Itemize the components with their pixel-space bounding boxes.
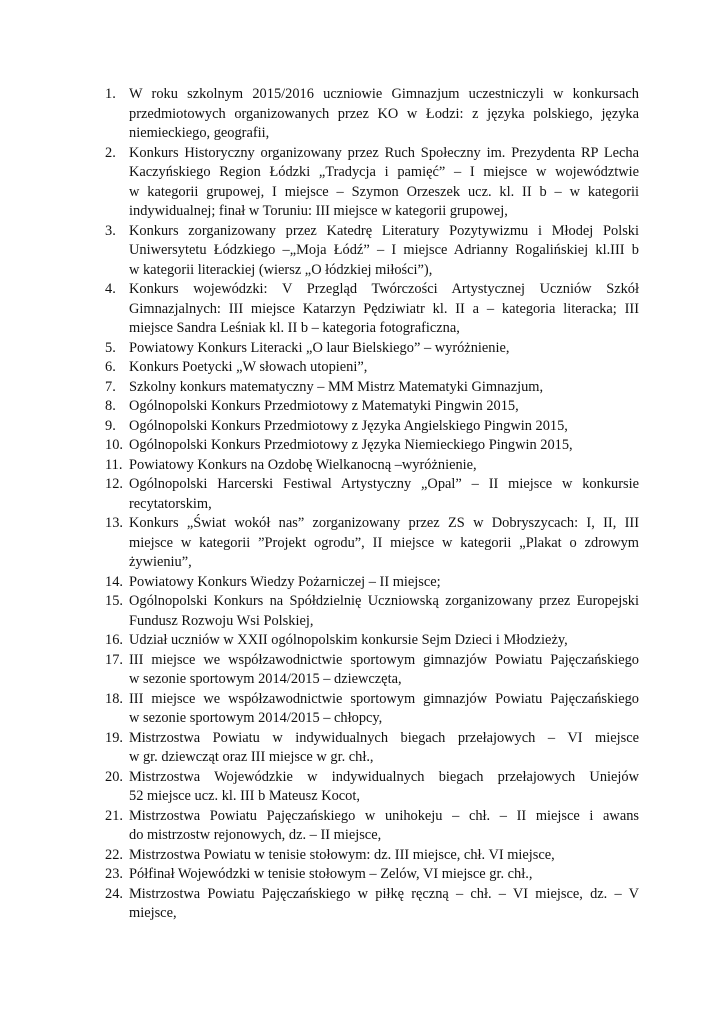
list-item [105,865,639,885]
list-item-text [129,729,639,768]
list-item-line: Udział uczniów w XXII ogólnopolskim konkursie Sejm Dzieci i Młodzieży, [129,632,568,648]
list-item [105,631,639,651]
list-item-line: miejsce Sandra Leśniak kl. II b – kategoria fotograficzna, [129,320,460,336]
list-item [105,846,639,866]
list-item-text [129,456,639,476]
list-item [105,514,639,573]
list-item-number: 10. [105,437,123,453]
list-item-number: 11. [105,456,123,473]
list-item-line: W roku szkolnym 2015/2016 uczniowie Gimnazjum uczestniczyli w konkursach [129,86,639,102]
list-item-text [129,222,639,281]
list-item-line: indywidualnej; finał w Toruniu: III miejsce w kategorii grupowej, [129,203,508,219]
list-item [105,592,639,631]
list-item-number: 1. [105,86,116,102]
list-item-line: Konkurs Historyczny organizowany przez Ruch Społeczny im. Prezydenta RP Lecha [129,144,639,161]
list-item-number: 3. [105,222,116,239]
list-item [105,378,639,398]
list-item-text [129,358,639,378]
list-item-line: miejsce, [129,905,177,921]
list-item-text [129,807,639,846]
list-item-line: w sezonie sportowym 2014/2015 – chłopcy, [129,710,383,726]
list-item-number: 4. [105,281,116,297]
list-item-line: III miejsce we współzawodnictwie sportowym gimnazjów Powiatu Pajęczańskiego [129,690,639,707]
list-item-line: III miejsce we współzawodnictwie sportowym gimnazjów Powiatu Pajęczańskiego [129,651,639,668]
list-item-number: 20. [105,768,123,785]
list-item-text [129,768,639,807]
list-item-number: 5. [105,339,116,356]
list-item-line: Mistrzostwa Powiatu w indywidualnych biegach przełajowych – VI miejsce [129,729,639,746]
list-item-number: 24. [105,885,123,902]
list-item [105,339,639,359]
list-item-line: Ogólnopolski Harcerski Festiwal Artystyczny „Opal” – II miejsce w konkursie [129,476,639,492]
list-item-text [129,631,639,651]
list-item-number: 15. [105,593,123,609]
list-item-number: 12. [105,476,123,492]
list-item-text [129,651,639,690]
list-item-number: 16. [105,632,123,648]
list-item-number: 2. [105,144,116,161]
list-item-line: Ogólnopolski Konkurs na Spółdzielnię Uczniowską zorganizowany przez Europejski [129,593,639,609]
list-item-line: Gimnazjalnych: III miejsce Katarzyn Pędziwiatr kl. II a – kategoria literacka; III [129,300,639,317]
list-item-text [129,592,639,631]
achievements-list [105,85,639,924]
list-item-number: 13. [105,515,123,531]
list-item [105,222,639,281]
list-item-line: Mistrzostwa Wojewódzkie w indywidualnych biegach przełajowych Uniejów [129,768,639,785]
list-item-line: Mistrzostwa Powiatu Pajęczańskiego w piłkę ręczną – chł. – VI miejsce, dz. – V [129,885,639,902]
list-item [105,358,639,378]
list-item-text [129,475,639,514]
list-item [105,397,639,417]
list-item-line: Kaczyńskiego Region Łódzki „Tradycja i pamięć” – I miejsce w województwie [129,164,639,180]
list-item-line: przedmiotowych organizowanych przez KO w Łodzi: z języka polskiego, języka [129,105,639,122]
list-item-line: Ogólnopolski Konkurs Przedmiotowy z Matematyki Pingwin 2015, [129,398,519,414]
list-item-line: Konkurs zorganizowany przez Katedrę Literatury Pozytywizmu i Młodej Polski [129,222,639,239]
list-item-text [129,397,639,417]
list-item-line: do mistrzostw rejonowych, dz. – II miejsce, [129,827,382,843]
list-item-line: Powiatowy Konkurs Literacki „O laur Bielskiego” – wyróżnienie, [129,339,510,356]
list-item-line: Mistrzostwa Powiatu w tenisie stołowym: dz. III miejsce, chł. VI miejsce, [129,846,555,863]
list-item [105,456,639,476]
list-item [105,417,639,437]
list-item-line: 52 miejsce ucz. kl. III b Mateusz Kocot, [129,788,360,804]
list-item-number: 9. [105,417,116,434]
list-item [105,768,639,807]
list-item-line: Półfinał Wojewódzki w tenisie stołowym – Zelów, VI miejsce gr. chł., [129,866,533,882]
list-item-text [129,865,639,885]
list-item [105,475,639,514]
list-item-line: Ogólnopolski Konkurs Przedmiotowy z Języka Niemieckiego Pingwin 2015, [129,437,573,453]
list-item-line: Mistrzostwa Powiatu Pajęczańskiego w unihokeju – chł. – II miejsce i awans [129,807,639,824]
list-item-line: Szkolny konkurs matematyczny – MM Mistrz Matematyki Gimnazjum, [129,378,544,395]
list-item-number: 17. [105,651,123,668]
list-item-line: Uniwersytetu Łódzkiego –„Moja Łódź” – I miejsce Adrianny Rogalińskiej kl.III b [129,242,639,258]
list-item-line: Konkurs Poetycki „W słowach utopieni”, [129,359,368,375]
list-item-line: żywieniu”, [129,554,192,570]
list-item-line: Ogólnopolski Konkurs Przedmiotowy z Języka Angielskiego Pingwin 2015, [129,417,568,434]
list-item-text [129,436,639,456]
list-item-number: 19. [105,729,123,746]
list-item [105,690,639,729]
list-item-text [129,378,639,398]
list-item [105,280,639,339]
list-item-number: 23. [105,866,123,882]
list-item-number: 18. [105,690,123,707]
list-item-line: Konkurs „Świat wokół nas” zorganizowany przez ZS w Dobryszycach: I, II, III [129,515,639,531]
list-item-line: w kategorii literackiej (wiersz „O łódzkiej miłości”), [129,261,433,278]
list-item-number: 7. [105,378,116,395]
list-item-line: Powiatowy Konkurs na Ozdobę Wielkanocną –wyróżnienie, [129,456,477,473]
list-item-number: 22. [105,846,123,863]
list-item [105,729,639,768]
list-item [105,651,639,690]
list-item [105,807,639,846]
list-item-text [129,417,639,437]
list-item-number: 14. [105,573,123,590]
list-item [105,885,639,924]
list-item-text [129,144,639,222]
list-item-line: miejsce w kategorii ”Projekt ogrodu”, II miejsce w kategorii „Plakat o zdrowym [129,534,639,551]
list-item-line: recytatorskim, [129,495,212,512]
list-item [105,144,639,222]
list-item-number: 8. [105,398,116,414]
list-item-text [129,690,639,729]
list-item [105,85,639,144]
list-item-line: w gr. dziewcząt oraz III miejsce w gr. chł., [129,749,374,765]
list-item-line: niemieckiego, geografii, [129,125,270,141]
list-item-text [129,280,639,339]
list-item-number: 6. [105,359,116,375]
list-item-line: w sezonie sportowym 2014/2015 – dziewczęta, [129,671,402,687]
list-item-text [129,885,639,924]
list-item-text [129,514,639,573]
list-item-number: 21. [105,807,123,824]
list-item [105,573,639,593]
list-item-line: Fundusz Rozwoju Wsi Polskiej, [129,612,314,629]
list-item-text [129,339,639,359]
list-item-text [129,846,639,866]
list-item-line: Konkurs wojewódzki: V Przegląd Twórczości Artystycznej Uczniów Szkół [129,281,639,297]
list-item-line: w kategorii grupowej, I miejsce – Szymon Orzeszek ucz. kl. II b – w kategorii [129,183,639,200]
list-item [105,436,639,456]
list-item-line: Powiatowy Konkurs Wiedzy Pożarniczej – II miejsce; [129,573,441,590]
list-item-text [129,573,639,593]
list-item-text [129,85,639,144]
